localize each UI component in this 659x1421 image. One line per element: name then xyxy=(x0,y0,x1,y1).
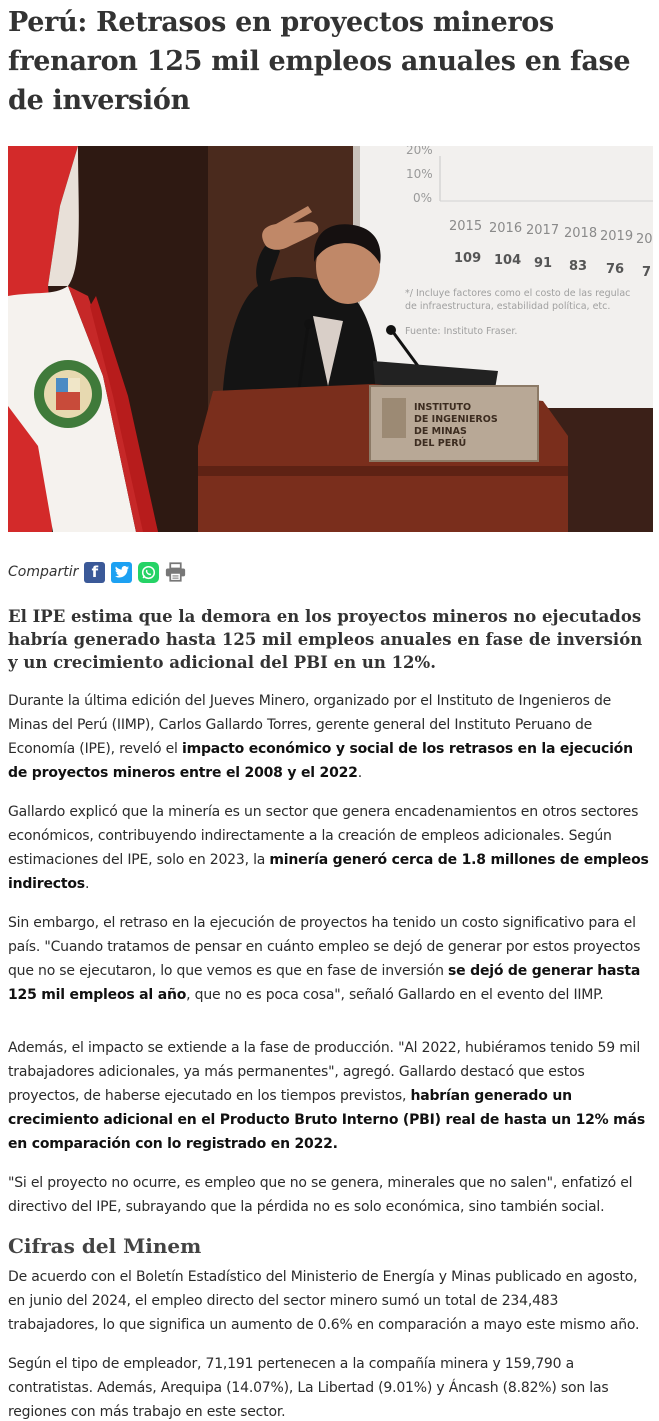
slide-tick-10: 10% xyxy=(406,167,433,181)
slide-year: 2016 xyxy=(489,221,523,236)
slide-year: 2015 xyxy=(449,219,483,234)
slide-year: 2018 xyxy=(564,226,598,241)
slide-year: 2019 xyxy=(600,229,634,244)
slide-footnote: Fuente: Instituto Fraser. xyxy=(405,326,518,337)
facebook-icon[interactable]: f xyxy=(84,562,105,583)
paragraph: "Si el proyecto no ocurre, es empleo que no se genera, minerales que no salen", enfatizó el directivo del IPE, subrayando que la pérdida no es solo económica, sino también social. xyxy=(8,1175,633,1215)
slide-year: 20 xyxy=(636,232,653,247)
share-bar xyxy=(8,559,651,585)
slide-value: 109 xyxy=(454,251,482,266)
print-icon[interactable] xyxy=(165,562,186,583)
article-lead: El IPE estima que la demora en los proyectos mineros no ejecutados habría generado hasta 125 mil empleos anuales en fase de inversión y un crecimiento adicional del PBI en un 12%. xyxy=(8,607,643,672)
paragraph: Gallardo explicó que la minería es un sector que genera encadenamientos en otros sectores económicos, contribuyendo indirectamente a la creación de empleos adicionales. Según estimaciones del IPE, solo en 2023, la minería generó cerca de 1.8 millones de empleos indirectos. xyxy=(8,804,649,892)
plaque-line: DE INGENIEROS xyxy=(414,414,498,425)
twitter-icon[interactable] xyxy=(111,562,132,583)
slide-tick-0: 0% xyxy=(413,191,433,205)
paragraph: Sin embargo, el retraso en la ejecución de proyectos ha tenido un costo significativo para el país. "Cuando tratamos de pensar en cuánto empleo se dejó de generar por estos proyectos que no se ejecutaron, lo que vemos es que en fase de inversión se dejó de generar hasta 125 mil empleos al año, que no es poca cosa", señaló Gallardo en el evento del IIMP. xyxy=(8,915,641,1003)
article-hero-image xyxy=(8,146,653,532)
section-heading: Cifras del Minem xyxy=(8,1234,202,1258)
plaque-line: DEL PERÚ xyxy=(414,438,467,449)
whatsapp-icon[interactable] xyxy=(138,562,159,583)
paragraph: De acuerdo con el Boletín Estadístico del Ministerio de Energía y Minas publicado en agosto, en junio del 2024, el empleo directo del sector minero sumó un total de 234,483 trabajadores, lo que significa un aumento de 0.6% en comparación a mayo este mismo año. xyxy=(8,1269,640,1333)
article-title: Perú: Retrasos en proyectos mineros frenaron 125 mil empleos anuales en fase de inversión xyxy=(8,7,631,116)
slide-value: 76 xyxy=(606,262,625,277)
paragraph: Según el tipo de empleador, 71,191 pertenecen a la compañía minera y 159,790 a contratistas. Además, Arequipa (14.07%), La Libertad (9.01%) y Áncash (8.82%) son las regiones con más trabajo en este sector. xyxy=(8,1356,609,1420)
plaque-line: DE MINAS xyxy=(414,426,467,437)
slide-value: 104 xyxy=(494,253,522,268)
slide-value: 83 xyxy=(569,259,588,274)
paragraph: Además, el impacto se extiende a la fase de producción. "Al 2022, hubiéramos tenido 59 mil trabajadores adicionales, ya más permanentes", agregó. Gallardo destacó que estos proyectos, de haberse ejecutado en los tiempos previstos, habrían generado un crecimiento adicional en el Producto Bruto Interno (PBI) real de hasta un 12% más en comparación con lo registrado en 2022. xyxy=(8,1040,645,1152)
slide-year: 2017 xyxy=(526,223,560,238)
slide-footnote: de infraestructura, estabilidad política, etc. xyxy=(405,301,611,312)
speaker-photo xyxy=(8,146,653,532)
slide-tick-20: 20% xyxy=(406,146,433,157)
share-label: Compartir xyxy=(8,564,79,580)
paragraph: Durante la última edición del Jueves Minero, organizado por el Instituto de Ingenieros de Minas del Perú (IIMP), Carlos Gallardo Torres, gerente general del Instituto Peruano de Economía (IPE), reveló el impacto económico y social de los retrasos en la ejecución de proyectos mineros entre el 2008 y el 2022. xyxy=(8,693,633,781)
slide-value: 91 xyxy=(534,256,553,271)
plaque-line: INSTITUTO xyxy=(414,402,472,413)
slide-value: 7 xyxy=(642,265,652,280)
slide-footnote: */ Incluye factores como el costo de las regulac xyxy=(405,288,631,299)
podium xyxy=(198,384,568,532)
